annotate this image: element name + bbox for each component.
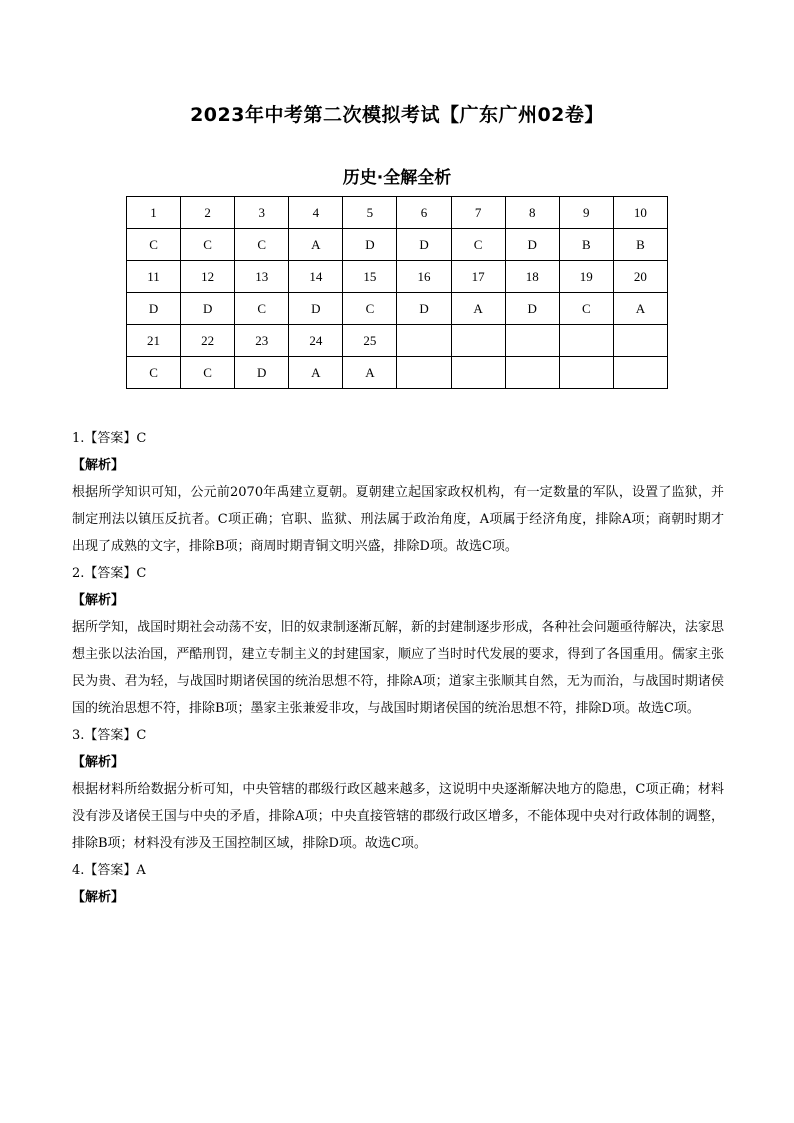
answer-cell: C: [127, 357, 181, 389]
question-number-cell: 23: [235, 325, 289, 357]
answer-key-table: [126, 196, 668, 389]
answer-cell: D: [235, 357, 289, 389]
question-number-cell: 6: [397, 197, 451, 229]
question-number-cell: 16: [397, 261, 451, 293]
answer-cell: D: [127, 293, 181, 325]
question-1-analysis-label: 【解析】: [72, 458, 125, 473]
question-number-cell: 9: [559, 197, 613, 229]
answer-cell: D: [397, 293, 451, 325]
answer-cell: [505, 357, 559, 389]
question-number-cell: 10: [613, 197, 667, 229]
answer-cell: [559, 357, 613, 389]
question-number-cell: [613, 325, 667, 357]
question-number-cell: 14: [289, 261, 343, 293]
question-number-cell: [397, 325, 451, 357]
answer-cell: [451, 357, 505, 389]
answer-cell: C: [181, 229, 235, 261]
answer-cell: A: [613, 293, 667, 325]
question-number-cell: 3: [235, 197, 289, 229]
question-number-cell: 22: [181, 325, 235, 357]
question-number-cell: 25: [343, 325, 397, 357]
question-4-answer: 4.【答案】A: [72, 863, 146, 878]
answer-cell: D: [505, 229, 559, 261]
question-number-cell: 17: [451, 261, 505, 293]
analysis-content: [72, 425, 724, 911]
question-1-analysis-text: 根据所学知识可知，公元前2070年禹建立夏朝。夏朝建立起国家政权机构，有一定数量的军队，设置了监狱，并制定刑法以镇压反抗者。C项正确；官职、监狱、刑法属于政治角度，A项属于经济角度，排除A项；商朝时期才出现了成熟的文字，排除B项；商周时期青铜文明兴盛，排除D项。故选C项。: [72, 485, 724, 554]
question-number-cell: 15: [343, 261, 397, 293]
answer-cell: C: [451, 229, 505, 261]
question-1-answer: 1.【答案】C: [72, 431, 147, 446]
question-number-cell: 8: [505, 197, 559, 229]
answer-row: [127, 293, 668, 325]
question-number-cell: 13: [235, 261, 289, 293]
answer-cell: D: [343, 229, 397, 261]
answer-cell: [613, 357, 667, 389]
question-number-row: [127, 261, 668, 293]
answer-cell: C: [127, 229, 181, 261]
document-subtitle: 历史·全解全析: [342, 168, 452, 188]
question-2-analysis-label: 【解析】: [72, 593, 125, 608]
question-number-cell: 19: [559, 261, 613, 293]
document-title: 2023年中考第二次模拟考试【广东广州02卷】: [190, 104, 604, 126]
question-number-cell: 1: [127, 197, 181, 229]
question-number-cell: 2: [181, 197, 235, 229]
question-number-cell: 12: [181, 261, 235, 293]
answer-cell: A: [289, 357, 343, 389]
question-number-cell: [451, 325, 505, 357]
question-number-cell: [559, 325, 613, 357]
question-number-cell: 20: [613, 261, 667, 293]
answer-cell: B: [559, 229, 613, 261]
question-number-cell: 18: [505, 261, 559, 293]
answer-cell: C: [343, 293, 397, 325]
question-number-cell: [505, 325, 559, 357]
question-4-analysis-label: 【解析】: [72, 890, 125, 905]
answer-cell: D: [397, 229, 451, 261]
question-number-cell: 11: [127, 261, 181, 293]
answer-cell: D: [181, 293, 235, 325]
answer-row: [127, 357, 668, 389]
question-2-analysis-text: 据所学知，战国时期社会动荡不安，旧的奴隶制逐渐瓦解，新的封建制逐步形成，各种社会问题亟待解决，法家思想主张以法治国，严酷刑罚，建立专制主义的封建国家，顺应了当时时代发展的要求，得到了各国重用。儒家主张民为贵、君为轻，与战国时期诸侯国的统治思想不符，排除A项；道家主张顺其自然，无为而治，与战国时期诸侯国的统治思想不符，排除B项；墨家主张兼爱非攻，与战国时期诸侯国的统治思想不符，排除D项。故选C项。: [72, 620, 724, 716]
question-number-cell: 5: [343, 197, 397, 229]
answer-cell: [397, 357, 451, 389]
question-number-cell: 4: [289, 197, 343, 229]
question-number-cell: 24: [289, 325, 343, 357]
question-3-analysis-text: 根据材料所给数据分析可知，中央管辖的郡级行政区越来越多，这说明中央逐渐解决地方的隐患，C项正确；材料没有涉及诸侯王国与中央的矛盾，排除A项；中央直接管辖的郡级行政区增多，不能体现中央对行政体制的调整，排除B项；材料没有涉及王国控制区域，排除D项。故选C项。: [72, 782, 724, 851]
answer-cell: C: [181, 357, 235, 389]
question-3-analysis-label: 【解析】: [72, 755, 125, 770]
question-3-answer: 3.【答案】C: [72, 728, 147, 743]
answer-cell: C: [559, 293, 613, 325]
question-number-row: [127, 325, 668, 357]
answer-cell: D: [289, 293, 343, 325]
answer-cell: A: [343, 357, 397, 389]
answer-cell: C: [235, 229, 289, 261]
answer-cell: D: [505, 293, 559, 325]
question-number-cell: 21: [127, 325, 181, 357]
answer-cell: B: [613, 229, 667, 261]
question-2-answer: 2.【答案】C: [72, 566, 147, 581]
question-number-row: [127, 197, 668, 229]
answer-row: [127, 229, 668, 261]
answer-cell: C: [235, 293, 289, 325]
answer-cell: A: [289, 229, 343, 261]
answer-cell: A: [451, 293, 505, 325]
question-number-cell: 7: [451, 197, 505, 229]
